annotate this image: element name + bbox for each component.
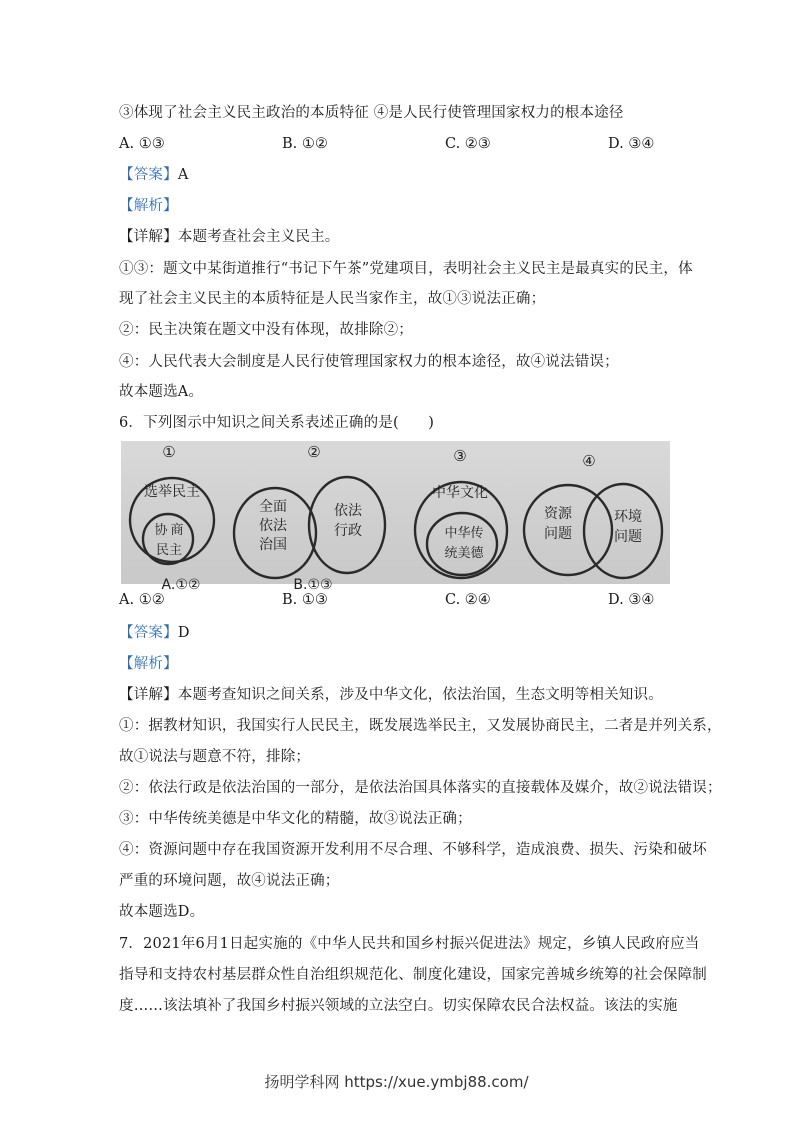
q6-line-5: ④：资源问题中存在我国资源开发利用不尽合理、不够科学，造成浪费、损失、污染和破坏 <box>119 842 707 858</box>
answer-tag: 【答案】 <box>119 625 178 641</box>
diagram-4-right-text-1: 环境 <box>614 509 642 525</box>
q6-option-b: B. ①③ <box>282 592 328 608</box>
diagram-3-inner-text-2: 统美德 <box>444 546 484 561</box>
q7-line-3: 度……该法填补了我国乡村振兴领域的立法空白。切实保障农民合法权益。该法的实施 <box>119 998 678 1014</box>
diagram-1-outer-text: 选举民主 <box>144 484 200 500</box>
diagram-2-right-text-2: 行政 <box>334 523 362 539</box>
q5-option-a: A. ①③ <box>119 136 165 152</box>
detail-tag: 【详解】 <box>119 687 178 703</box>
site-footer: 扬明学科网 https://xue.ymbj88.com/ <box>264 1073 529 1091</box>
q6-line-4: ③：中华传统美德是中华文化的精髓，故③说法正确； <box>119 811 472 827</box>
q6-line-2: 故①说法与题意不符，排除； <box>119 749 311 765</box>
q5-detail-text: 本题考查社会主义民主。 <box>177 229 340 245</box>
diagram-1-inner-text-1: 协 <box>154 523 168 538</box>
diagram-1-label: ① <box>162 443 176 461</box>
diagram-2-caption: B.①③ <box>293 577 333 593</box>
q5-answer <box>119 165 188 185</box>
q6-detail <box>119 685 663 705</box>
q5-statement-tail: ③体现了社会主义民主政治的本质特征 ④是人民行使管理国家权力的根本途径 <box>119 105 624 121</box>
q7-line-1: 7．2021年6月1日起实施的《中华人民共和国乡村振兴促进法》规定，乡镇人民政府应当 <box>119 936 700 952</box>
q6-answer-value: D <box>177 625 190 641</box>
q5-detail <box>119 227 340 247</box>
diagram-1-caption: A.①② <box>161 577 201 593</box>
q6-venn-figure <box>121 441 670 593</box>
q6-line-1: ①：据教材知识，我国实行人民民主，既发展选举民主，又发展协商民主，二者是并列关系， <box>119 718 722 734</box>
q5-answer-value: A <box>177 167 189 183</box>
diagram-2-left-text-3: 治国 <box>259 537 287 553</box>
diagram-1-inner-text-3: 民主 <box>155 543 183 558</box>
diagram-2-left-text-2: 依法 <box>259 518 287 534</box>
q6-analysis-tag: 【解析】 <box>119 656 178 672</box>
diagram-2-label: ② <box>307 443 321 461</box>
q5-line-4: ④：人民代表大会制度是人民行使管理国家权力的根本途径，故④说法错误； <box>119 354 619 370</box>
diagram-4-left-text-1: 资源 <box>544 506 572 522</box>
q6-option-a: A. ①② <box>119 592 165 608</box>
diagram-4-left-text-2: 问题 <box>544 526 572 542</box>
q5-option-b: B. ①② <box>282 136 328 152</box>
q6-line-6: 严重的环境问题，故④说法正确； <box>119 873 340 889</box>
q5-analysis-tag: 【解析】 <box>119 198 178 214</box>
answer-tag: 【答案】 <box>119 167 178 183</box>
q6-detail-text: 本题考查知识之间关系，涉及中华文化，依法治国，生态文明等相关知识。 <box>177 687 663 703</box>
q6-options <box>119 592 679 612</box>
q5-line-2: 现了社会主义民主的本质特征是人民当家作主，故①③说法正确； <box>119 291 546 307</box>
diagram-2-left-text-1: 全面 <box>259 499 287 515</box>
q6-option-d: D. ③④ <box>608 592 655 608</box>
q6-line-3: ②：依法行政是依法治国的一部分，是依法治国具体落实的直接载体及媒介，故②说法错误； <box>119 780 722 796</box>
q5-line-5: 故本题选A。 <box>119 384 204 400</box>
diagram-3-label: ③ <box>453 447 467 465</box>
diagram-2-right-text-1: 依法 <box>334 503 362 519</box>
q5-options <box>119 136 679 156</box>
diagram-3-inner-text-1: 中华传 <box>444 526 484 541</box>
diagram-3-inner-circle <box>427 513 497 575</box>
q5-line-3: ②：民主决策在题文中没有体现，故排除②； <box>119 322 413 338</box>
q5-line-1: ①③：题文中某街道推行“书记下午茶”党建项目，表明社会主义民主是最真实的民主，体 <box>119 261 693 277</box>
q6-option-c: C. ②④ <box>445 592 491 608</box>
diagram-1-inner-text-2: 商 <box>170 523 184 538</box>
detail-tag: 【详解】 <box>119 229 178 245</box>
q5-option-c: C. ②③ <box>445 136 491 152</box>
diagram-4-label: ④ <box>582 452 596 470</box>
venn-diagrams <box>121 441 670 593</box>
q7-line-2: 指导和支持农村基层群众性自治组织规范化、制度化建设，国家完善城乡统筹的社会保障制 <box>119 967 707 983</box>
diagram-3-outer-text: 中华文化 <box>432 485 488 501</box>
q6-answer <box>119 623 190 643</box>
q6-stem: 6．下列图示中知识之间关系表述正确的是( ) <box>119 415 435 431</box>
q6-line-7: 故本题选D。 <box>119 904 205 920</box>
diagram-4-right-text-2: 问题 <box>614 529 642 545</box>
q5-option-d: D. ③④ <box>608 136 655 152</box>
